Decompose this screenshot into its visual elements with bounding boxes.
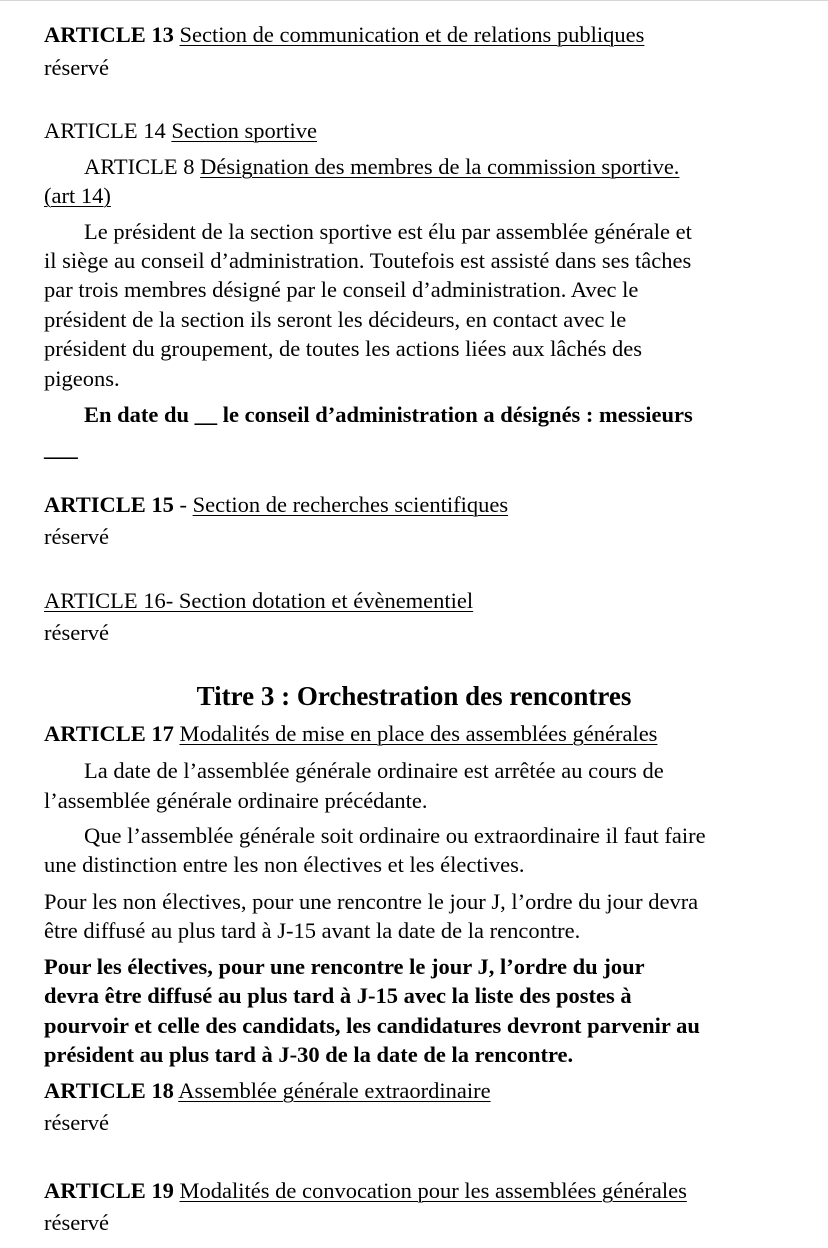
article-label: ARTICLE 19: [44, 1178, 174, 1203]
article-16-status: réservé: [44, 620, 109, 645]
designation-blank: ___: [44, 436, 78, 461]
article-title: Modalités de convocation pour les assemblées générales: [179, 1178, 687, 1203]
article-16-heading: ARTICLE 16- Section dotation et évènementiel: [44, 588, 474, 613]
article-title: Modalités de mise en place des assemblées générales: [179, 721, 658, 746]
paragraph-line: Pour les électives, pour une rencontre le jour J, l’ordre du jour: [44, 954, 645, 979]
article-15-heading: [44, 490, 508, 520]
paragraph-line: président du groupement, de toutes les actions liées aux lâchés des: [44, 336, 642, 361]
paragraph-line: président de la section ils seront les décideurs, en contact avec le: [44, 307, 627, 332]
article-18-status: réservé: [44, 1110, 109, 1135]
paragraph-line: pigeons.: [44, 366, 120, 391]
article-title: Section sportive: [171, 118, 317, 143]
article-19-status: réservé: [44, 1210, 109, 1235]
paragraph-line: être diffusé au plus tard à J-15 avant la date de la rencontre.: [44, 918, 581, 943]
paragraph-line: Pour les non électives, pour une rencontre le jour J, l’ordre du jour devra: [44, 889, 699, 914]
article-title: Section de recherches scientifiques: [192, 492, 509, 517]
titre-3-heading: Titre 3 : Orchestration des rencontres: [196, 681, 632, 711]
paragraph-line: il siège au conseil d’administration. Toutefois est assisté dans ses tâches: [44, 248, 692, 273]
article-title: Désignation des membres de la commission sportive.: [200, 154, 680, 179]
article-19-heading: [44, 1176, 687, 1206]
separator: -: [173, 492, 193, 517]
paragraph-line: devra être diffusé au plus tard à J-15 avec la liste des postes à: [44, 983, 632, 1008]
paragraph-line: par trois membres désigné par le conseil d’administration. Avec le: [44, 277, 639, 302]
article-8-heading: [84, 152, 679, 182]
designation-line: En date du __ le conseil d’administration a désignés : messieurs: [84, 402, 693, 427]
article-17-heading: [44, 719, 657, 749]
article-label: ARTICLE 13: [44, 22, 174, 47]
paragraph-line: Le président de la section sportive est élu par assemblée générale et: [84, 219, 692, 244]
paragraph-line: La date de l’assemblée générale ordinaire est arrêtée au cours de: [84, 758, 664, 783]
article-15-status: réservé: [44, 524, 109, 549]
article-label: ARTICLE 17: [44, 721, 174, 746]
article-13-status: réservé: [44, 55, 109, 80]
paragraph-line: président au plus tard à J-30 de la date de la rencontre.: [44, 1042, 574, 1067]
article-14-heading: [44, 116, 317, 146]
paragraph-line: pourvoir et celle des candidats, les candidatures devront parvenir au: [44, 1013, 700, 1038]
article-13-heading: [44, 20, 644, 50]
paragraph-line: une distinction entre les non électives et les électives.: [44, 852, 525, 877]
article-label: ARTICLE 8: [84, 154, 195, 179]
article-title: Section de communication et de relations publiques: [179, 22, 645, 47]
article-title: Assemblée générale extraordinaire: [178, 1078, 491, 1103]
article-label: ARTICLE 14: [44, 118, 166, 143]
article-8-heading-cont: (art 14): [44, 183, 111, 208]
article-18-heading: [44, 1076, 491, 1106]
article-label: ARTICLE 18: [44, 1078, 174, 1103]
article-label: ARTICLE 15: [44, 492, 174, 517]
paragraph-line: Que l’assemblée générale soit ordinaire ou extraordinaire il faut faire: [84, 823, 706, 848]
paragraph-line: l’assemblée générale ordinaire précédante.: [44, 788, 428, 813]
